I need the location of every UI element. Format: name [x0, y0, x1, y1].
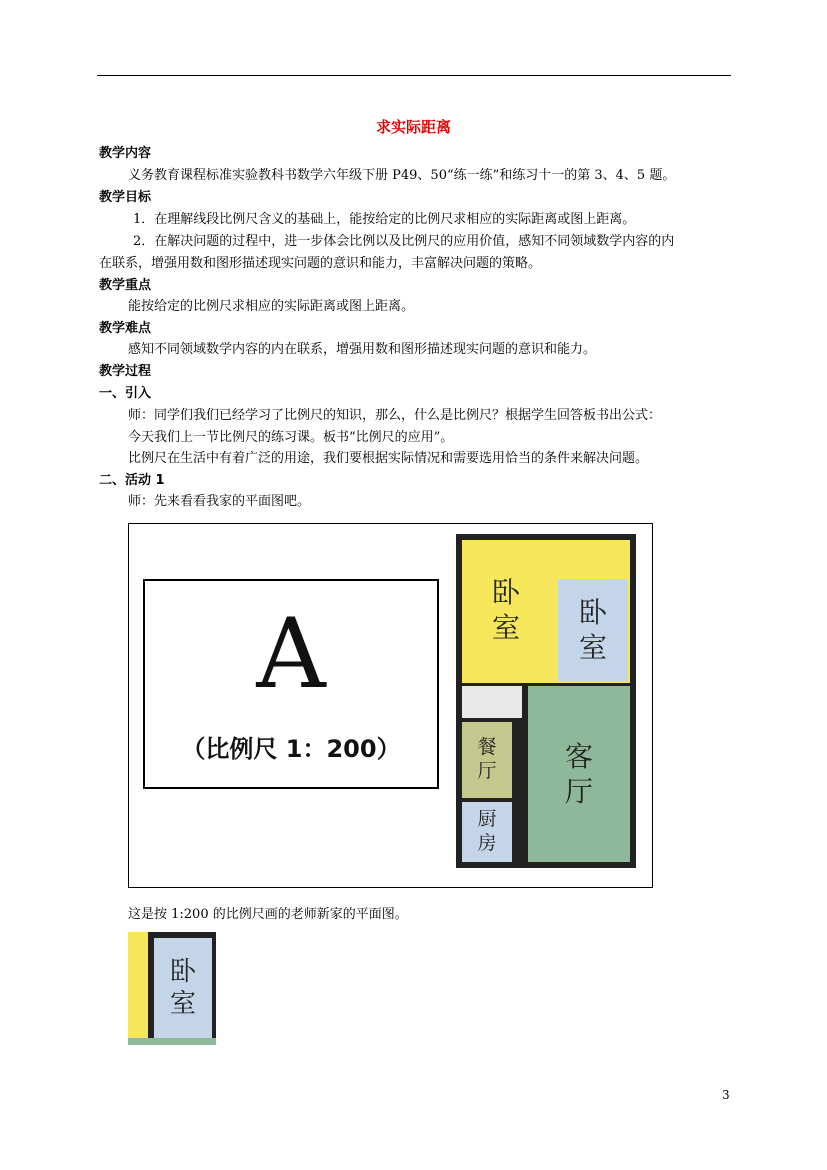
- heading-difficulties: 教学难点: [99, 321, 152, 336]
- bedroom-1-label: 卧 室: [462, 540, 550, 680]
- intro-1: 师：同学们我们已经学习了比例尺的知识，那么，什么是比例尺？根据学生回答板书出公式：: [128, 408, 662, 423]
- page-number: 3: [722, 1088, 730, 1102]
- crop-bedroom: 卧 室: [154, 938, 212, 1038]
- floor-plan: [456, 534, 636, 868]
- scale-label: （比例尺 1：200）: [181, 735, 401, 763]
- goal-2b: 在联系，增强用数和图形描述现实问题的意识和能力，丰富解决问题的策略。: [99, 256, 542, 271]
- bedroom-2: 卧 室: [558, 579, 628, 681]
- heading-process: 教学过程: [99, 364, 152, 379]
- difficulties-text: 感知不同领域数学内容的内在联系，增强用数和图形描述现实问题的意识和能力。: [128, 342, 597, 357]
- bedroom-crop-figure: [128, 932, 216, 1045]
- letter-a: A: [256, 598, 326, 710]
- dining-room: 餐 厅: [462, 722, 512, 798]
- scale-box: [143, 579, 439, 789]
- goal-2a: 2．在解决问题的过程中，进一步体会比例以及比例尺的应用价值，感知不同领域数学内容的内: [133, 234, 675, 249]
- page-title: 求实际距离: [375, 118, 451, 136]
- content-text: 义务教育课程标准实验教科书数学六年级下册 P49、50“练一练”和练习十一的第 3、4、5 题。: [128, 168, 676, 183]
- crop-yellow-strip: [128, 932, 148, 1038]
- intro-2: 今天我们上一节比例尺的练习课。板书“比例尺的应用”。: [128, 430, 454, 445]
- figure-caption: 这是按 1:200 的比例尺画的老师新家的平面图。: [128, 907, 408, 922]
- floor-plan-figure: [128, 523, 653, 888]
- goal-1: 1．在理解线段比例尺含义的基础上，能按给定的比例尺求相应的实际距离或图上距离。: [133, 212, 636, 227]
- heading-goals: 教学目标: [99, 190, 152, 205]
- kitchen: 厨 房: [462, 802, 512, 862]
- heading-intro: 一、引入: [99, 386, 152, 401]
- heading-content: 教学内容: [99, 146, 152, 161]
- heading-key-points: 教学重点: [99, 278, 152, 293]
- living-room: 客 厅: [528, 686, 630, 862]
- intro-3: 比例尺在生活中有着广泛的用途，我们要根据实际情况和需要选用恰当的条件来解决问题。: [128, 451, 649, 466]
- key-points-text: 能按给定的比例尺求相应的实际距离或图上距离。: [128, 299, 415, 314]
- activity-1-text: 师：先来看看我家的平面图吧。: [128, 494, 311, 509]
- header-rule: [97, 75, 731, 76]
- bathroom: [462, 686, 522, 718]
- crop-green-strip: [128, 1038, 216, 1045]
- heading-activity-1: 二、活动 1: [99, 473, 165, 488]
